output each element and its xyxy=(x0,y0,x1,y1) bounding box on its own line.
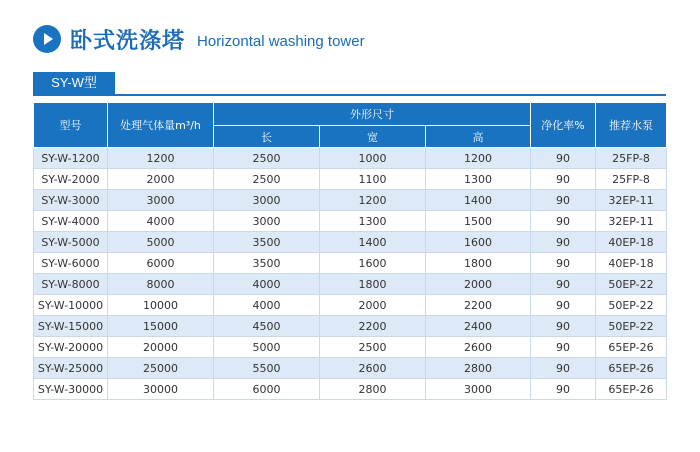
cell-pump: 32EP-11 xyxy=(596,190,667,211)
cell-pump: 65EP-26 xyxy=(596,337,667,358)
cell-pump: 50EP-22 xyxy=(596,295,667,316)
cell-length: 5000 xyxy=(214,337,320,358)
tab-sy-w[interactable]: SY-W型 xyxy=(33,72,115,94)
cell-airflow: 10000 xyxy=(108,295,214,316)
cell-width: 2200 xyxy=(320,316,426,337)
header-pump: 推荐水泵 xyxy=(596,103,667,148)
cell-airflow: 25000 xyxy=(108,358,214,379)
cell-pump: 25FP-8 xyxy=(596,169,667,190)
header-width: 宽 xyxy=(320,126,426,148)
cell-model: SY-W-3000 xyxy=(34,190,108,211)
table-body xyxy=(34,148,667,400)
table-row xyxy=(34,253,667,274)
cell-width: 1300 xyxy=(320,211,426,232)
cell-pump: 40EP-18 xyxy=(596,232,667,253)
cell-efficiency: 90 xyxy=(531,169,596,190)
cell-length: 4500 xyxy=(214,316,320,337)
cell-model: SY-W-25000 xyxy=(34,358,108,379)
header-height: 高 xyxy=(426,126,531,148)
cell-model: SY-W-4000 xyxy=(34,211,108,232)
table-row xyxy=(34,358,667,379)
header-airflow: 处理气体量m³/h xyxy=(108,103,214,148)
table-row xyxy=(34,379,667,400)
cell-model: SY-W-8000 xyxy=(34,274,108,295)
table-row xyxy=(34,337,667,358)
cell-length: 2500 xyxy=(214,148,320,169)
cell-efficiency: 90 xyxy=(531,232,596,253)
cell-width: 2000 xyxy=(320,295,426,316)
cell-height: 1800 xyxy=(426,253,531,274)
play-circle-icon xyxy=(33,25,61,53)
cell-width: 2800 xyxy=(320,379,426,400)
cell-length: 6000 xyxy=(214,379,320,400)
cell-height: 2400 xyxy=(426,316,531,337)
cell-efficiency: 90 xyxy=(531,358,596,379)
cell-width: 2500 xyxy=(320,337,426,358)
page-title: 卧式洗涤塔 xyxy=(70,28,186,54)
table-row xyxy=(34,169,667,190)
cell-model: SY-W-1200 xyxy=(34,148,108,169)
header-efficiency: 净化率% xyxy=(531,103,596,148)
cell-length: 2500 xyxy=(214,169,320,190)
cell-model: SY-W-6000 xyxy=(34,253,108,274)
cell-model: SY-W-2000 xyxy=(34,169,108,190)
cell-height: 3000 xyxy=(426,379,531,400)
cell-length: 4000 xyxy=(214,274,320,295)
header-length: 长 xyxy=(214,126,320,148)
cell-pump: 40EP-18 xyxy=(596,253,667,274)
spec-table xyxy=(33,102,667,400)
cell-model: SY-W-30000 xyxy=(34,379,108,400)
cell-efficiency: 90 xyxy=(531,274,596,295)
cell-efficiency: 90 xyxy=(531,148,596,169)
cell-height: 2600 xyxy=(426,337,531,358)
cell-efficiency: 90 xyxy=(531,295,596,316)
cell-height: 1500 xyxy=(426,211,531,232)
header-dimensions: 外形尺寸 xyxy=(214,103,531,126)
cell-efficiency: 90 xyxy=(531,337,596,358)
cell-length: 3500 xyxy=(214,253,320,274)
cell-efficiency: 90 xyxy=(531,253,596,274)
table-row xyxy=(34,274,667,295)
cell-pump: 65EP-26 xyxy=(596,358,667,379)
cell-efficiency: 90 xyxy=(531,190,596,211)
cell-height: 2200 xyxy=(426,295,531,316)
cell-airflow: 15000 xyxy=(108,316,214,337)
page-subtitle: Horizontal washing tower xyxy=(197,32,365,50)
cell-airflow: 5000 xyxy=(108,232,214,253)
cell-height: 2800 xyxy=(426,358,531,379)
cell-model: SY-W-5000 xyxy=(34,232,108,253)
cell-pump: 25FP-8 xyxy=(596,148,667,169)
cell-model: SY-W-20000 xyxy=(34,337,108,358)
cell-width: 1100 xyxy=(320,169,426,190)
cell-airflow: 3000 xyxy=(108,190,214,211)
cell-length: 3500 xyxy=(214,232,320,253)
page-header xyxy=(33,22,365,56)
model-tab-bar xyxy=(33,72,666,96)
table-row xyxy=(34,211,667,232)
cell-model: SY-W-15000 xyxy=(34,316,108,337)
cell-width: 1800 xyxy=(320,274,426,295)
cell-airflow: 1200 xyxy=(108,148,214,169)
cell-length: 5500 xyxy=(214,358,320,379)
cell-efficiency: 90 xyxy=(531,379,596,400)
cell-pump: 50EP-22 xyxy=(596,316,667,337)
cell-width: 1000 xyxy=(320,148,426,169)
cell-height: 1600 xyxy=(426,232,531,253)
cell-width: 1400 xyxy=(320,232,426,253)
cell-width: 2600 xyxy=(320,358,426,379)
cell-height: 2000 xyxy=(426,274,531,295)
cell-width: 1200 xyxy=(320,190,426,211)
cell-airflow: 30000 xyxy=(108,379,214,400)
header-model: 型号 xyxy=(34,103,108,148)
cell-height: 1400 xyxy=(426,190,531,211)
cell-length: 3000 xyxy=(214,211,320,232)
cell-airflow: 2000 xyxy=(108,169,214,190)
table-row xyxy=(34,295,667,316)
cell-length: 3000 xyxy=(214,190,320,211)
cell-length: 4000 xyxy=(214,295,320,316)
table-row xyxy=(34,148,667,169)
table-row xyxy=(34,232,667,253)
cell-height: 1200 xyxy=(426,148,531,169)
cell-efficiency: 90 xyxy=(531,316,596,337)
cell-airflow: 20000 xyxy=(108,337,214,358)
cell-model: SY-W-10000 xyxy=(34,295,108,316)
cell-pump: 50EP-22 xyxy=(596,274,667,295)
table-row xyxy=(34,316,667,337)
cell-pump: 32EP-11 xyxy=(596,211,667,232)
cell-airflow: 4000 xyxy=(108,211,214,232)
cell-airflow: 8000 xyxy=(108,274,214,295)
cell-efficiency: 90 xyxy=(531,211,596,232)
table-row xyxy=(34,190,667,211)
cell-pump: 65EP-26 xyxy=(596,379,667,400)
cell-height: 1300 xyxy=(426,169,531,190)
cell-width: 1600 xyxy=(320,253,426,274)
cell-airflow: 6000 xyxy=(108,253,214,274)
